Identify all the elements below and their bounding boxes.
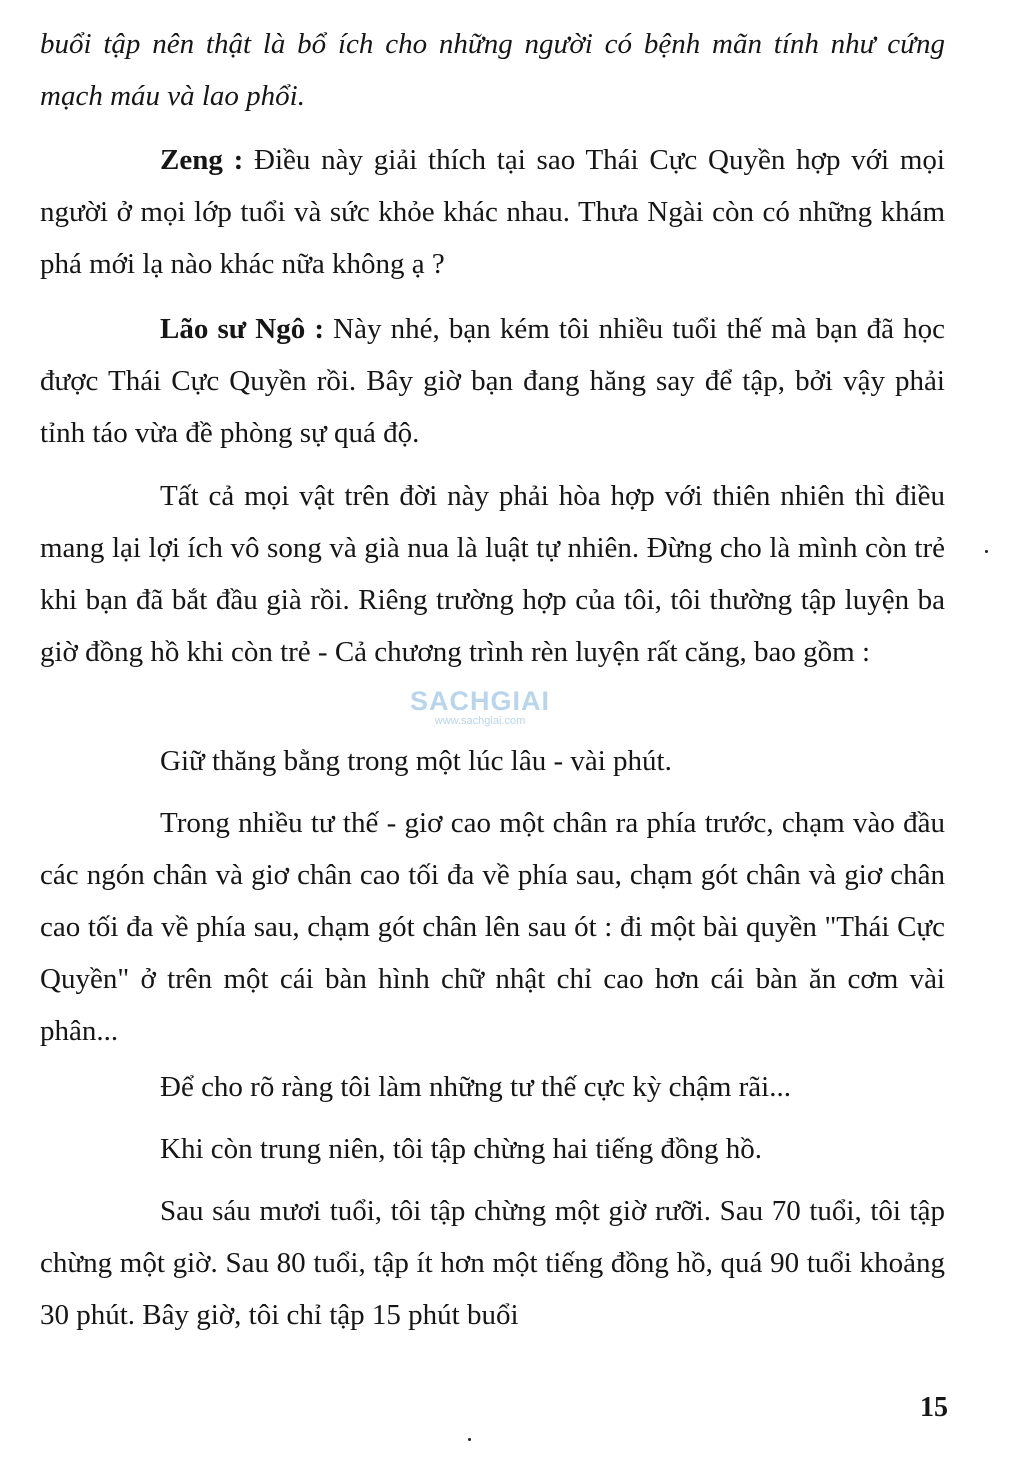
scan-speck [985, 550, 988, 553]
paragraph-middle-age [40, 1123, 945, 1175]
paragraph-zeng [40, 134, 945, 290]
paragraph-after-sixty [40, 1185, 945, 1341]
paragraph-text: Sau sáu mươi tuổi, tôi tập chừng một giờ rưỡi. Sau 70 tuổi, tôi tập chừng một giờ. Sau 80 tuổi, tập ít hơn một tiếng đồng hồ, quá 90 tuổi khoảng 30 phút. Bây giờ, tôi chỉ tập 15 phút buổi [40, 1195, 945, 1331]
scan-speck [468, 1438, 471, 1441]
paragraph-lao-su-ngo [40, 303, 945, 459]
speaker-label: Lão sư Ngô : [160, 313, 325, 345]
paragraph-balance [40, 735, 945, 787]
watermark-url: www.sachgiai.com [434, 715, 526, 727]
watermark [410, 686, 550, 727]
paragraph-continuation [40, 18, 945, 122]
paragraph-postures [40, 797, 945, 1057]
paragraph-text: Điều này giải thích tại sao Thái Cực Quyền hợp với mọi người ở mọi lớp tuổi và sức khỏe khác nhau. Thưa Ngài còn có những khám phá mới lạ nào khác nữa không ạ ? [40, 144, 945, 280]
paragraph-text: buổi tập nên thật là bổ ích cho những người có bệnh mãn tính như cứng mạch máu và lao phổi. [40, 28, 945, 112]
speaker-label: Zeng : [160, 144, 244, 176]
paragraph-text: Để cho rõ ràng tôi làm những tư thế cực kỳ chậm rãi... [160, 1071, 791, 1103]
paragraph-text: Trong nhiều tư thế - giơ cao một chân ra phía trước, chạm vào đầu các ngón chân và giơ chân cao tối đa về phía sau, chạm gót chân và giơ chân cao tối đa về phía sau, chạm gót chân lên sau ót : đi một bài quyền "Thái Cực Quyền" ở trên một cái bàn hình chữ nhật chỉ cao hơn cái bàn ăn cơm vài phân... [40, 807, 945, 1047]
paragraph-text: Tất cả mọi vật trên đời này phải hòa hợp với thiên nhiên thì điều mang lại lợi ích vô song và già nua là luật tự nhiên. Đừng cho là mình còn trẻ khi bạn đã bắt đầu già rồi. Riêng trường hợp của tôi, tôi thường tập luyện ba giờ đồng hồ khi còn trẻ - Cả chương trình rèn luyện rất căng, bao gồm : [40, 480, 945, 668]
page-number: 15 [920, 1392, 948, 1423]
paragraph-nature [40, 470, 945, 678]
paragraph-text: Giữ thăng bằng trong một lúc lâu - vài phút. [160, 745, 672, 777]
paragraph-slow [40, 1061, 945, 1113]
paragraph-text: Này nhé, bạn kém tôi nhiều tuổi thế mà bạn đã học được Thái Cực Quyền rồi. Bây giờ bạn đang hăng say để tập, bởi vậy phải tỉnh táo vừa đề phòng sự quá độ. [40, 313, 945, 449]
paragraph-text: Khi còn trung niên, tôi tập chừng hai tiếng đồng hồ. [160, 1133, 763, 1165]
watermark-name: SACHGIAI [410, 686, 551, 716]
